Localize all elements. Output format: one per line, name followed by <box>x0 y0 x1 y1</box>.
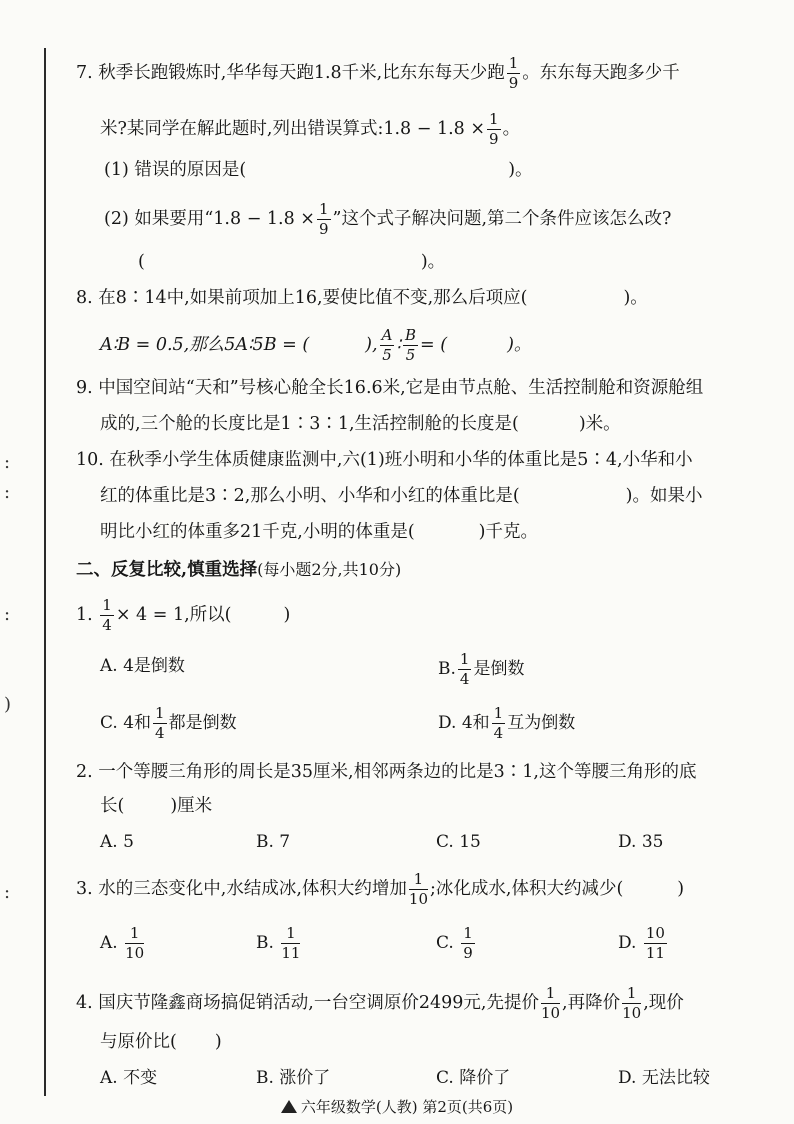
fraction: $\frac{1}{10}$ <box>540 984 561 1022</box>
q10-line1: 10. 在秋季小学生体质健康监测中,六(1)班小明和小华的体重比是5∶4,小华和小 <box>76 450 693 470</box>
fraction: $\frac{1}{4}$ <box>155 704 165 742</box>
fraction: $\frac{10}{11}$ <box>645 924 665 962</box>
fraction: $\frac{1}{9}$ <box>463 924 473 962</box>
choice4-option-a[interactable]: A. 不变 <box>100 1068 158 1088</box>
question-number: 10. <box>76 450 104 470</box>
fraction: $\frac{1}{4}$ <box>493 704 504 742</box>
fraction: $\frac{1}{9}$ <box>508 54 519 92</box>
choice1-option-c[interactable]: C. 4和 $\frac{1}{4}$ 都是倒数 <box>100 704 237 742</box>
q7-sub2-answer: ( )。 <box>138 252 446 272</box>
question-number: 9. <box>76 378 93 398</box>
choice4-stem: 4. 国庆节隆鑫商场搞促销活动,一台空调原价2499元,先提价 $\frac{1}{10}$ ,再降价 $\frac{1}{10}$ ,现价 <box>76 984 684 1022</box>
question-number: 4. <box>76 993 93 1013</box>
q8-line1: 8. 在8∶14中,如果前项加上16,要使比值不变,那么后项应( )。 <box>76 288 648 308</box>
margin-mark: : <box>4 604 11 625</box>
fraction: $\frac{1}{11}$ <box>281 924 301 962</box>
question-number: 3. <box>76 879 93 899</box>
q7-sub1: (1) 错误的原因是( )。 <box>104 160 533 180</box>
fraction: $\frac{1}{9}$ <box>489 110 499 148</box>
margin-mark: : <box>4 482 11 503</box>
binding-margin-line <box>44 48 46 1096</box>
margin-mark: ) <box>4 694 12 715</box>
q7-sub2: (2) 如果要用“1.8 − 1.8 × $\frac{1}{9}$ ”这个式子解决问题,第二个条件应该怎么改? <box>104 200 672 238</box>
choice1-stem: 1. $\frac{1}{4}$ × 4 = 1,所以( ) <box>76 596 291 634</box>
q8-line2: A∶B = 0.5,那么5A∶5B = ( ), $\frac{A}{5}$ ∶ $\frac{B}{5}$ = ( )。 <box>100 326 532 364</box>
q7-line2: 米?某同学在解此题时,列出错误算式:1.8 − 1.8 × $\frac{1}{9}$ 。 <box>100 110 521 148</box>
q10-line2: 红的体重比是3∶2,那么小明、小华和小红的体重比是( )。如果小 <box>100 486 703 506</box>
fraction: $\frac{1}{10}$ <box>622 984 642 1022</box>
margin-mark: : <box>4 452 11 473</box>
choice3-option-b[interactable]: B. $\frac{1}{11}$ <box>256 924 301 962</box>
publisher-logo-icon <box>281 1100 297 1113</box>
choice2-stem-line2: 长( )厘米 <box>100 796 213 816</box>
choice2-option-d[interactable]: D. 35 <box>618 832 664 852</box>
fraction: $\frac{1}{9}$ <box>318 200 329 238</box>
fraction: $\frac{1}{4}$ <box>459 650 470 688</box>
choice1-option-d[interactable]: D. 4和 $\frac{1}{4}$ 互为倒数 <box>438 704 576 742</box>
choice1-option-b[interactable]: B. $\frac{1}{4}$ 是倒数 <box>438 650 525 688</box>
choice3-option-c[interactable]: C. $\frac{1}{9}$ <box>436 924 473 962</box>
page-footer: 六年级数学(人教) 第2页(共6页) <box>0 1096 794 1117</box>
choice4-option-b[interactable]: B. 涨价了 <box>256 1068 331 1088</box>
choice1-option-a[interactable]: A. 4是倒数 <box>100 656 185 676</box>
q9-line2: 成的,三个舱的长度比是1∶3∶1,生活控制舱的长度是( )米。 <box>100 414 621 434</box>
q10-line3: 明比小红的体重多21千克,小明的体重是( )千克。 <box>100 522 538 542</box>
choice2-option-c[interactable]: C. 15 <box>436 832 481 852</box>
choice2-option-b[interactable]: B. 7 <box>256 832 291 852</box>
question-number: 8. <box>76 288 93 308</box>
choice4-option-d[interactable]: D. 无法比较 <box>618 1068 710 1088</box>
question-number: 1. <box>76 605 93 625</box>
margin-mark: : <box>4 882 11 903</box>
fraction: $\frac{1}{10}$ <box>408 870 428 908</box>
question-number: 7. <box>76 63 93 83</box>
section-heading: 二、反复比较,慎重选择(每小题2分,共10分) <box>76 560 402 580</box>
question-number: 2. <box>76 762 93 782</box>
fraction: $\frac{A}{5}$ <box>381 326 393 364</box>
choice2-option-a[interactable]: A. 5 <box>100 832 134 852</box>
fraction: $\frac{B}{5}$ <box>404 326 416 364</box>
q9-line1: 9. 中国空间站“天和”号核心舱全长16.6米,它是由节点舱、生活控制舱和资源舱组 <box>76 378 704 398</box>
fraction: $\frac{1}{10}$ <box>125 924 145 962</box>
fraction: $\frac{1}{4}$ <box>102 596 112 634</box>
choice3-option-a[interactable]: A. $\frac{1}{10}$ <box>100 924 145 962</box>
choice4-option-c[interactable]: C. 降价了 <box>436 1068 511 1088</box>
choice3-stem: 3. 水的三态变化中,水结成冰,体积大约增加 $\frac{1}{10}$ ;冰化成水,体积大约减少( ) <box>76 870 685 908</box>
choice2-stem: 2. 一个等腰三角形的周长是35厘米,相邻两条边的比是3∶1,这个等腰三角形的底 <box>76 762 697 782</box>
q7-line1: 7. 秋季长跑锻炼时,华华每天跑1.8千米,比东东每天少跑 $\frac{1}{9}$ 。东东每天跑多少千 <box>76 54 680 92</box>
choice3-option-d[interactable]: D. $\frac{10}{11}$ <box>618 924 665 962</box>
choice4-stem-line2: 与原价比( ) <box>100 1032 222 1052</box>
